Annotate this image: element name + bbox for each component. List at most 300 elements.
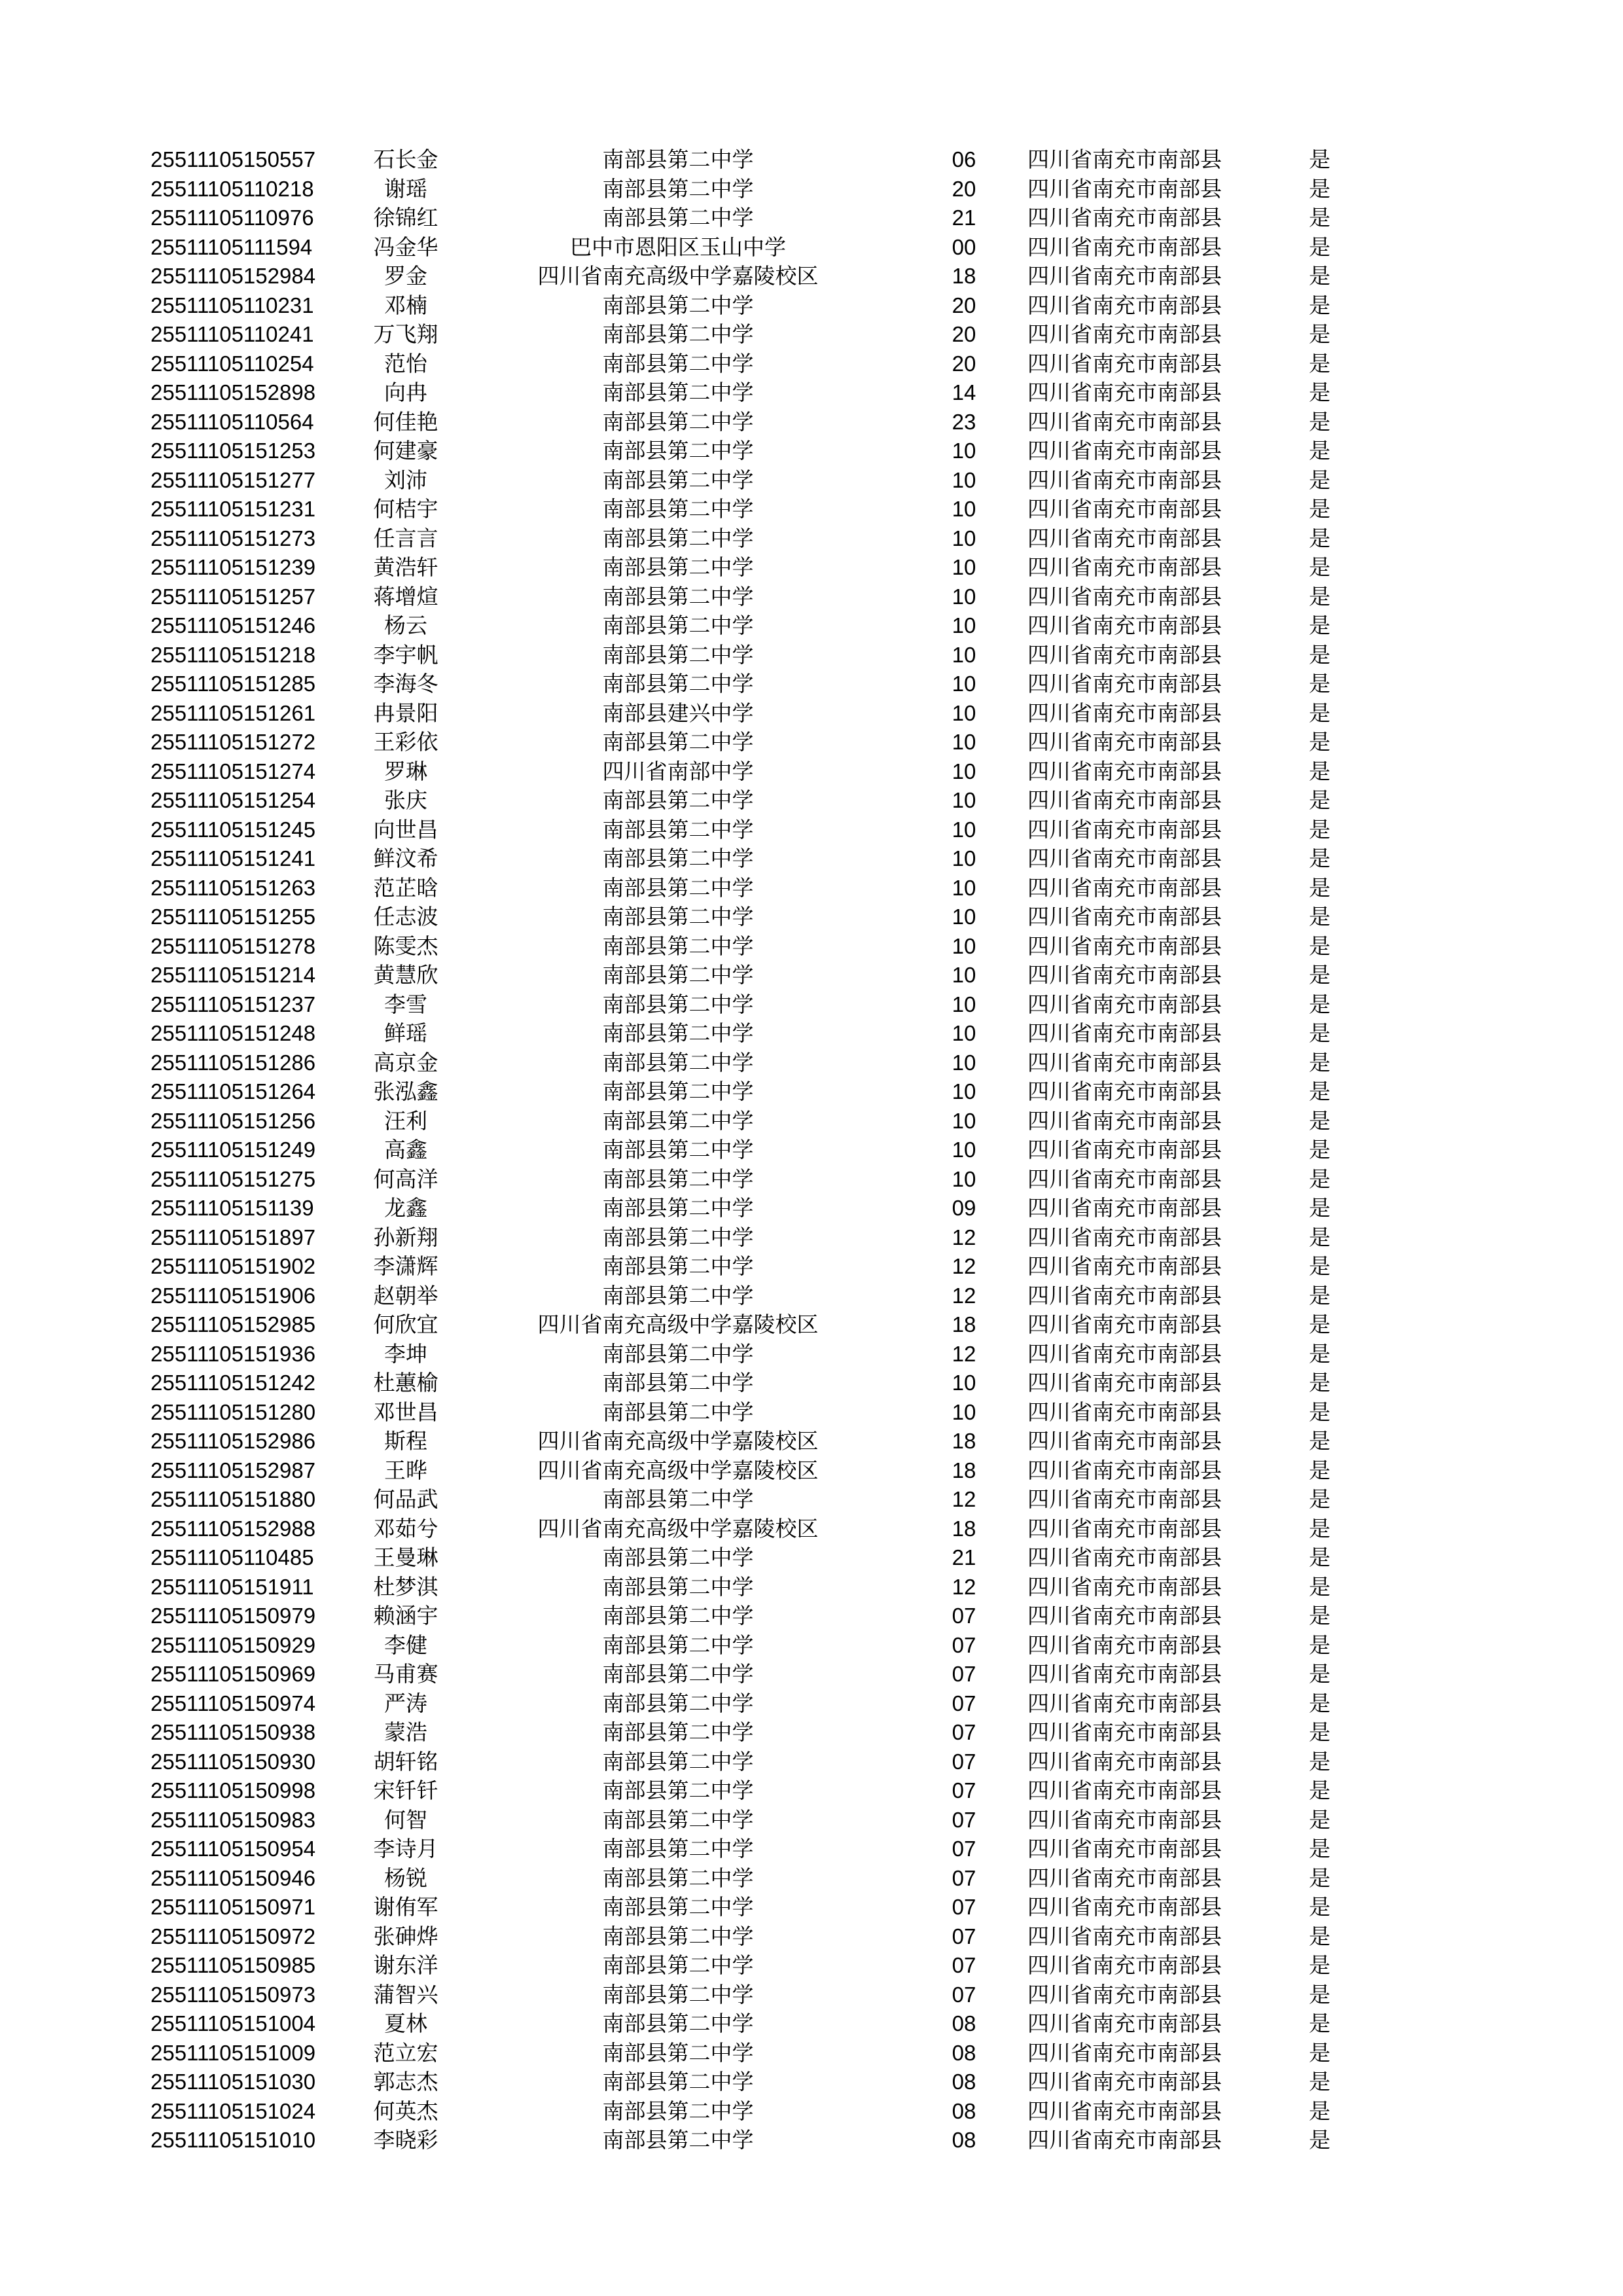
class-code-cell: 10 <box>952 730 976 754</box>
school-cell: 南部县第二中学 <box>602 1486 754 1512</box>
school-cell: 南部县第二中学 <box>602 1806 754 1833</box>
student-id-cell: 25511105151936 <box>151 1341 316 1366</box>
region-cell: 四川省南充市南部县 <box>1027 321 1222 347</box>
table-row <box>151 495 1348 524</box>
class-code-cell: 10 <box>952 992 976 1016</box>
class-code-cell: 10 <box>952 905 976 929</box>
table-row <box>151 1748 1348 1777</box>
school-cell: 南部县第二中学 <box>602 2011 754 2036</box>
student-name-cell: 宋钎钎 <box>373 1778 438 1803</box>
region-cell: 四川省南充市南部县 <box>1027 1719 1222 1745</box>
class-code-cell: 10 <box>952 555 976 579</box>
student-name-cell: 陈雯杰 <box>373 933 438 959</box>
flag-cell: 是 <box>1309 583 1330 609</box>
region-cell: 四川省南充市南部县 <box>1027 147 1222 172</box>
region-cell: 四川省南充市南部县 <box>1027 1778 1222 1803</box>
region-cell: 四川省南充市南部县 <box>1027 263 1222 289</box>
class-code-cell: 10 <box>952 817 976 842</box>
student-id-cell: 25511105110564 <box>151 409 314 434</box>
flag-cell: 是 <box>1309 962 1330 988</box>
student-name-cell: 胡轩铭 <box>373 1748 438 1774</box>
table-row <box>151 2126 1348 2155</box>
class-code-cell: 07 <box>952 1895 976 1919</box>
table-row <box>151 1602 1348 1631</box>
class-code-cell: 10 <box>952 642 976 667</box>
table-row <box>151 2068 1348 2097</box>
school-cell: 南部县第二中学 <box>602 1603 754 1628</box>
table-row <box>151 816 1348 845</box>
flag-cell: 是 <box>1309 2039 1330 2066</box>
school-cell: 南部县第二中学 <box>602 1195 754 1221</box>
school-cell: 南部县第二中学 <box>602 1340 754 1367</box>
class-code-cell: 10 <box>952 788 976 812</box>
flag-cell: 是 <box>1309 263 1330 289</box>
school-cell: 南部县第二中学 <box>602 2098 754 2124</box>
table-row <box>151 961 1348 990</box>
class-code-cell: 07 <box>952 1604 976 1628</box>
student-id-cell: 25511105151253 <box>151 439 316 463</box>
table-row <box>151 903 1348 932</box>
flag-cell: 是 <box>1309 700 1330 726</box>
student-id-cell: 25511105151246 <box>151 613 316 637</box>
school-cell: 南部县第二中学 <box>602 1923 754 1949</box>
student-id-cell: 25511105150938 <box>151 1720 316 1744</box>
flag-cell: 是 <box>1309 1661 1330 1687</box>
flag-cell: 是 <box>1309 1282 1330 1308</box>
student-id-cell: 25511105151273 <box>151 526 316 550</box>
table-row <box>151 874 1348 903</box>
school-cell: 南部县第二中学 <box>602 2039 754 2066</box>
student-name-cell: 李晓彩 <box>373 2127 438 2153</box>
region-cell: 四川省南充市南部县 <box>1027 1312 1222 1337</box>
table-row <box>151 611 1348 641</box>
region-cell: 四川省南充市南部县 <box>1027 641 1222 668</box>
student-id-cell: 25511105150973 <box>151 1982 316 2007</box>
student-name-cell: 汪利 <box>384 1107 427 1134</box>
student-id-cell: 25511105151242 <box>151 1371 316 1395</box>
class-code-cell: 18 <box>952 1429 976 1453</box>
flag-cell: 是 <box>1309 1515 1330 1541</box>
flag-cell: 是 <box>1309 2069 1330 2094</box>
student-name-cell: 李宇帆 <box>373 641 438 668</box>
table-row <box>151 1194 1348 1223</box>
student-name-cell: 向冉 <box>384 380 427 405</box>
student-name-cell: 张泓鑫 <box>373 1079 438 1104</box>
class-code-cell: 18 <box>952 264 976 288</box>
school-cell: 四川省南部中学 <box>602 758 754 784</box>
student-id-cell: 25511105151272 <box>151 730 316 754</box>
student-name-cell: 王彩依 <box>373 729 438 755</box>
roster-body <box>151 145 1348 2155</box>
student-id-cell: 25511105151024 <box>151 2098 316 2123</box>
student-id-cell: 25511105150930 <box>151 1749 316 1774</box>
class-code-cell: 08 <box>952 2128 976 2152</box>
region-cell: 四川省南充市南部县 <box>1027 2011 1222 2036</box>
student-id-cell: 25511105151277 <box>151 467 316 492</box>
class-code-cell: 12 <box>952 1487 976 1511</box>
region-cell: 四川省南充市南部县 <box>1027 874 1222 901</box>
student-id-cell: 25511105150929 <box>151 1632 316 1657</box>
student-id-cell: 25511105151241 <box>151 846 316 870</box>
table-row <box>151 1049 1348 1078</box>
table-row <box>151 699 1348 728</box>
class-code-cell: 18 <box>952 1312 976 1336</box>
class-code-cell: 07 <box>952 1691 976 1715</box>
student-id-cell: 25511105152984 <box>151 264 316 288</box>
school-cell: 南部县第二中学 <box>602 933 754 959</box>
class-code-cell: 10 <box>952 1399 976 1424</box>
student-id-cell: 25511105150974 <box>151 1691 316 1715</box>
table-row <box>151 1427 1348 1456</box>
student-name-cell: 何建豪 <box>373 438 438 463</box>
table-row <box>151 1165 1348 1194</box>
region-cell: 四川省南充市南部县 <box>1027 671 1222 696</box>
region-cell: 四川省南充市南部县 <box>1027 1690 1222 1716</box>
table-row <box>151 1282 1348 1311</box>
student-id-cell: 25511105151009 <box>151 2040 316 2065</box>
class-code-cell: 10 <box>952 700 976 725</box>
flag-cell: 是 <box>1309 1224 1330 1250</box>
region-cell: 四川省南充市南部县 <box>1027 1486 1222 1512</box>
table-row <box>151 2039 1348 2068</box>
table-row <box>151 262 1348 291</box>
class-code-cell: 10 <box>952 875 976 900</box>
table-row <box>151 466 1348 495</box>
student-name-cell: 冉景阳 <box>373 700 438 726</box>
flag-cell: 是 <box>1309 554 1330 580</box>
student-name-cell: 罗琳 <box>384 758 427 784</box>
flag-cell: 是 <box>1309 1137 1330 1162</box>
class-code-cell: 10 <box>952 846 976 870</box>
student-id-cell: 25511105150983 <box>151 1807 316 1832</box>
table-row <box>151 204 1348 233</box>
student-id-cell: 25511105150972 <box>151 1924 316 1948</box>
student-name-cell: 刘沛 <box>384 467 427 493</box>
region-cell: 四川省南充市南部县 <box>1027 1428 1222 1454</box>
school-cell: 南部县第二中学 <box>602 1632 754 1658</box>
table-row <box>151 1107 1348 1136</box>
school-cell: 南部县第二中学 <box>602 496 754 522</box>
flag-cell: 是 <box>1309 175 1330 202</box>
school-cell: 南部县第二中学 <box>602 1049 754 1075</box>
class-code-cell: 20 <box>952 176 976 201</box>
student-id-cell: 25511105150985 <box>151 1953 316 1977</box>
region-cell: 四川省南充市南部县 <box>1027 525 1222 551</box>
student-id-cell: 25511105110241 <box>151 322 314 346</box>
school-cell: 南部县第二中学 <box>602 962 754 988</box>
student-id-cell: 25511105110485 <box>151 1545 314 1570</box>
region-cell: 四川省南充市南部县 <box>1027 758 1222 784</box>
region-cell: 四川省南充市南部县 <box>1027 962 1222 988</box>
flag-cell: 是 <box>1309 1545 1330 1570</box>
student-name-cell: 严涛 <box>384 1690 427 1716</box>
table-row <box>151 1718 1348 1748</box>
student-name-cell: 何高洋 <box>373 1166 438 1192</box>
flag-cell: 是 <box>1309 350 1330 376</box>
region-cell: 四川省南充市南部县 <box>1027 408 1222 435</box>
school-cell: 南部县第二中学 <box>602 583 754 609</box>
school-cell: 四川省南充高级中学嘉陵校区 <box>537 263 819 289</box>
class-code-cell: 10 <box>952 526 976 550</box>
student-name-cell: 张庆 <box>384 787 427 813</box>
student-id-cell: 25511105150954 <box>151 1837 316 1861</box>
student-name-cell: 何桔宇 <box>373 496 438 522</box>
flag-cell: 是 <box>1309 991 1330 1017</box>
region-cell: 四川省南充市南部县 <box>1027 234 1222 260</box>
student-name-cell: 高鑫 <box>384 1137 427 1162</box>
student-id-cell: 25511105152988 <box>151 1516 316 1541</box>
student-id-cell: 25511105151911 <box>151 1574 314 1599</box>
school-cell: 四川省南充高级中学嘉陵校区 <box>537 1515 819 1541</box>
school-cell: 南部县第二中学 <box>602 1661 754 1687</box>
class-code-cell: 07 <box>952 1837 976 1861</box>
class-code-cell: 18 <box>952 1516 976 1541</box>
region-cell: 四川省南充市南部县 <box>1027 1748 1222 1774</box>
region-cell: 四川省南充市南部县 <box>1027 467 1222 493</box>
student-id-cell: 25511105110218 <box>151 176 314 201</box>
region-cell: 四川省南充市南部县 <box>1027 1253 1222 1279</box>
region-cell: 四川省南充市南部县 <box>1027 175 1222 202</box>
flag-cell: 是 <box>1309 1865 1330 1891</box>
student-name-cell: 谢东洋 <box>373 1952 438 1978</box>
class-code-cell: 06 <box>952 147 976 171</box>
school-cell: 南部县第二中学 <box>602 671 754 696</box>
table-row <box>151 1893 1348 1922</box>
table-row <box>151 757 1348 787</box>
student-name-cell: 李潇辉 <box>373 1253 438 1279</box>
school-cell: 四川省南充高级中学嘉陵校区 <box>537 1428 819 1454</box>
student-name-cell: 王曼琳 <box>373 1545 438 1570</box>
flag-cell: 是 <box>1309 496 1330 522</box>
flag-cell: 是 <box>1309 1573 1330 1600</box>
table-row <box>151 437 1348 466</box>
class-code-cell: 12 <box>952 1341 976 1366</box>
student-id-cell: 25511105151285 <box>151 672 316 696</box>
table-row <box>151 524 1348 554</box>
student-name-cell: 蒋增煊 <box>373 583 438 609</box>
student-name-cell: 蒲智兴 <box>373 1981 438 2007</box>
class-code-cell: 12 <box>952 1283 976 1308</box>
student-name-cell: 赖涵宇 <box>373 1603 438 1628</box>
class-code-cell: 07 <box>952 1749 976 1774</box>
student-name-cell: 马甫赛 <box>373 1661 438 1687</box>
student-id-cell: 25511105151214 <box>151 963 316 987</box>
table-row <box>151 1077 1348 1107</box>
school-cell: 南部县第二中学 <box>602 1399 754 1425</box>
table-row <box>151 1689 1348 1719</box>
flag-cell: 是 <box>1309 380 1330 405</box>
student-name-cell: 邓楠 <box>384 292 427 318</box>
class-code-cell: 21 <box>952 206 976 230</box>
region-cell: 四川省南充市南部县 <box>1027 1894 1222 1920</box>
table-row <box>151 670 1348 699</box>
student-name-cell: 罗金 <box>384 263 427 289</box>
flag-cell: 是 <box>1309 758 1330 784</box>
school-cell: 南部县第二中学 <box>602 1952 754 1978</box>
student-name-cell: 何英杰 <box>373 2098 438 2124</box>
school-cell: 南部县第二中学 <box>602 205 754 230</box>
table-row <box>151 1922 1348 1952</box>
student-id-cell: 25511105152898 <box>151 380 316 404</box>
school-cell: 南部县第二中学 <box>602 1690 754 1716</box>
table-row <box>151 844 1348 874</box>
class-code-cell: 07 <box>952 1924 976 1948</box>
school-cell: 南部县第二中学 <box>602 175 754 202</box>
flag-cell: 是 <box>1309 1981 1330 2007</box>
table-row <box>151 932 1348 961</box>
table-row <box>151 1835 1348 1864</box>
student-name-cell: 杨锐 <box>384 1865 427 1891</box>
student-id-cell: 25511105151264 <box>151 1079 316 1103</box>
region-cell: 四川省南充市南部县 <box>1027 1981 1222 2007</box>
school-cell: 南部县第二中学 <box>602 467 754 493</box>
class-code-cell: 07 <box>952 1865 976 1890</box>
flag-cell: 是 <box>1309 1894 1330 1920</box>
student-id-cell: 25511105151139 <box>151 1196 314 1220</box>
student-id-cell: 25511105151239 <box>151 555 316 579</box>
student-id-cell: 25511105150969 <box>151 1662 316 1686</box>
table-row <box>151 1951 1348 1981</box>
school-cell: 南部县第二中学 <box>602 1224 754 1250</box>
region-cell: 四川省南充市南部县 <box>1027 1632 1222 1658</box>
student-id-cell: 25511105151249 <box>151 1138 316 1162</box>
flag-cell: 是 <box>1309 1923 1330 1949</box>
school-cell: 南部县第二中学 <box>602 1573 754 1600</box>
student-name-cell: 邓茹兮 <box>373 1515 438 1541</box>
class-code-cell: 07 <box>952 1662 976 1686</box>
class-code-cell: 10 <box>952 1079 976 1103</box>
class-code-cell: 10 <box>952 1138 976 1162</box>
region-cell: 四川省南充市南部县 <box>1027 816 1222 842</box>
flag-cell: 是 <box>1309 1632 1330 1658</box>
school-cell: 南部县第二中学 <box>602 1981 754 2007</box>
student-id-cell: 25511105151010 <box>151 2128 316 2152</box>
class-code-cell: 08 <box>952 2070 976 2094</box>
student-name-cell: 范芷晗 <box>373 874 438 901</box>
class-code-cell: 07 <box>952 1778 976 1803</box>
student-name-cell: 任言言 <box>373 525 438 551</box>
school-cell: 南部县第二中学 <box>602 787 754 813</box>
region-cell: 四川省南充市南部县 <box>1027 554 1222 580</box>
table-row <box>151 990 1348 1020</box>
flag-cell: 是 <box>1309 1166 1330 1192</box>
flag-cell: 是 <box>1309 1457 1330 1483</box>
student-id-cell: 25511105151255 <box>151 905 316 929</box>
school-cell: 南部县第二中学 <box>602 816 754 842</box>
class-code-cell: 10 <box>952 439 976 463</box>
table-row <box>151 2009 1348 2039</box>
region-cell: 四川省南充市南部县 <box>1027 1573 1222 1600</box>
region-cell: 四川省南充市南部县 <box>1027 1340 1222 1367</box>
student-name-cell: 李雪 <box>384 991 427 1017</box>
region-cell: 四川省南充市南部县 <box>1027 380 1222 405</box>
region-cell: 四川省南充市南部县 <box>1027 1224 1222 1250</box>
student-id-cell: 25511105151257 <box>151 584 316 609</box>
school-cell: 南部县第二中学 <box>602 1778 754 1803</box>
student-name-cell: 谢瑶 <box>384 175 427 202</box>
region-cell: 四川省南充市南部县 <box>1027 1603 1222 1628</box>
flag-cell: 是 <box>1309 904 1330 929</box>
school-cell: 南部县第二中学 <box>602 1894 754 1920</box>
class-code-cell: 07 <box>952 1632 976 1657</box>
region-cell: 四川省南充市南部县 <box>1027 846 1222 871</box>
region-cell: 四川省南充市南部县 <box>1027 1806 1222 1833</box>
flag-cell: 是 <box>1309 874 1330 901</box>
class-code-cell: 10 <box>952 1371 976 1395</box>
student-id-cell: 25511105151275 <box>151 1166 316 1191</box>
region-cell: 四川省南充市南部县 <box>1027 1282 1222 1308</box>
student-name-cell: 孙新翔 <box>373 1224 438 1250</box>
school-cell: 四川省南充高级中学嘉陵校区 <box>537 1312 819 1337</box>
flag-cell: 是 <box>1309 1340 1330 1367</box>
student-id-cell: 25511105150971 <box>151 1895 316 1919</box>
student-id-cell: 25511105151274 <box>151 759 316 783</box>
table-row <box>151 641 1348 670</box>
region-cell: 四川省南充市南部县 <box>1027 1457 1222 1483</box>
region-cell: 四川省南充市南部县 <box>1027 2098 1222 2124</box>
class-code-cell: 12 <box>952 1254 976 1278</box>
table-row <box>151 408 1348 437</box>
school-cell: 南部县第二中学 <box>602 846 754 871</box>
flag-cell: 是 <box>1309 292 1330 318</box>
table-row <box>151 145 1348 175</box>
table-row <box>151 1776 1348 1806</box>
student-name-cell: 斯程 <box>384 1428 427 1454</box>
region-cell: 四川省南充市南部县 <box>1027 2069 1222 2094</box>
student-name-cell: 黄慧欣 <box>373 962 438 988</box>
school-cell: 南部县第二中学 <box>602 641 754 668</box>
region-cell: 四川省南充市南部县 <box>1027 1195 1222 1221</box>
flag-cell: 是 <box>1309 1428 1330 1454</box>
table-row <box>151 728 1348 757</box>
region-cell: 四川省南充市南部县 <box>1027 991 1222 1017</box>
flag-cell: 是 <box>1309 1049 1330 1075</box>
flag-cell: 是 <box>1309 1312 1330 1337</box>
class-code-cell: 07 <box>952 1982 976 2007</box>
table-row <box>151 1252 1348 1282</box>
student-name-cell: 李海冬 <box>373 671 438 696</box>
flag-cell: 是 <box>1309 408 1330 435</box>
student-id-cell: 25511105151237 <box>151 992 316 1016</box>
student-name-cell: 杨云 <box>384 613 427 638</box>
table-row <box>151 1369 1348 1398</box>
school-cell: 南部县第二中学 <box>602 2127 754 2153</box>
table-row <box>151 1660 1348 1689</box>
flag-cell: 是 <box>1309 525 1330 551</box>
table-row <box>151 1864 1348 1893</box>
region-cell: 四川省南充市南部县 <box>1027 1515 1222 1541</box>
student-name-cell: 夏林 <box>384 2011 427 2036</box>
flag-cell: 是 <box>1309 2098 1330 2124</box>
table-row <box>151 1515 1348 1544</box>
student-id-cell: 25511105151880 <box>151 1487 316 1511</box>
flag-cell: 是 <box>1309 1748 1330 1774</box>
flag-cell: 是 <box>1309 1719 1330 1745</box>
student-roster-table <box>151 145 1348 2155</box>
school-cell: 南部县第二中学 <box>602 1748 754 1774</box>
table-row <box>151 1398 1348 1427</box>
flag-cell: 是 <box>1309 1399 1330 1425</box>
table-row <box>151 1485 1348 1515</box>
school-cell: 南部县第二中学 <box>602 729 754 755</box>
table-row <box>151 1019 1348 1049</box>
flag-cell: 是 <box>1309 1253 1330 1279</box>
region-cell: 四川省南充市南部县 <box>1027 1661 1222 1687</box>
region-cell: 四川省南充市南部县 <box>1027 350 1222 376</box>
student-id-cell: 25511105152985 <box>151 1312 316 1336</box>
student-id-cell: 25511105110231 <box>151 293 314 317</box>
flag-cell: 是 <box>1309 1486 1330 1512</box>
